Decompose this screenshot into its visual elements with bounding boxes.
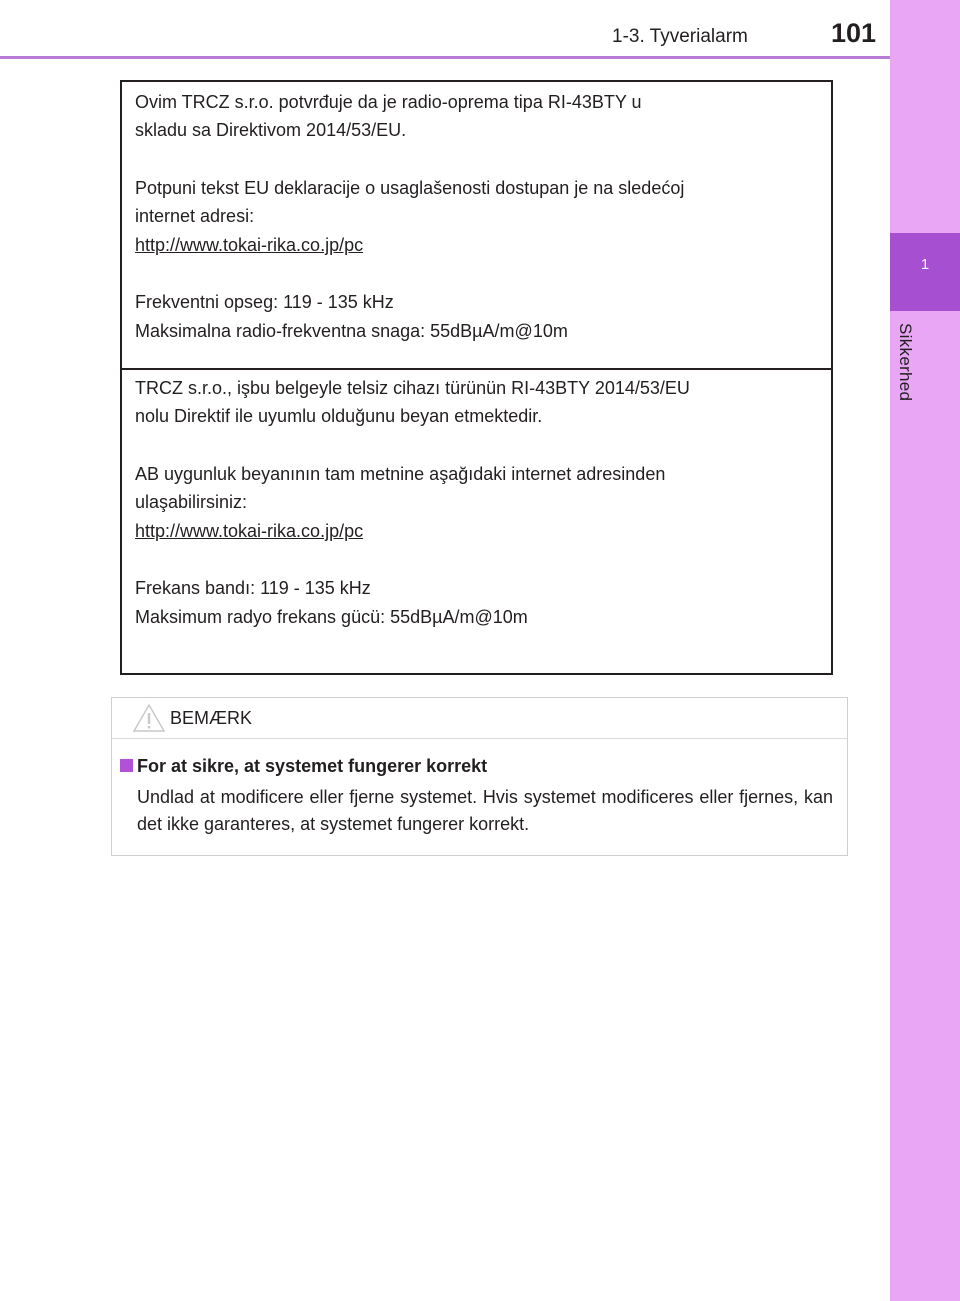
chapter-title: Sikkerhed [896, 323, 915, 402]
declaration-line: internet adresi: [135, 206, 255, 226]
declaration-line: Potpuni tekst EU deklaracije o usaglašenosti dostupan je na sledećoj [135, 178, 685, 198]
notice-header [112, 698, 847, 739]
declaration-link[interactable]: http://www.tokai-rika.co.jp/pc [135, 521, 364, 541]
declaration-turkish [122, 370, 831, 673]
bullet-square-icon [120, 759, 133, 772]
declaration-link[interactable]: http://www.tokai-rika.co.jp/pc [135, 235, 364, 255]
declaration-line: ulaşabilirsiniz: [135, 492, 248, 512]
side-tab [890, 0, 960, 1301]
notice-title: For at sikre, at systemet fungerer korrekt [137, 756, 488, 776]
declaration-line: Frekans bandı: 119 - 135 kHz [135, 578, 371, 598]
declaration-line: Frekventni opseg: 119 - 135 kHz [135, 292, 394, 312]
chapter-number: 1 [920, 256, 930, 273]
header-rule [0, 56, 890, 59]
declaration-line: Maksimalna radio-frekventna snaga: 55dBµA/m@10m [135, 321, 568, 341]
notice-body: Undlad at modificere eller fjerne systemet. Hvis systemet modificeres eller fjernes, kan det ikke garanteres, at systemet fungerer korrekt. [137, 787, 833, 834]
declaration-line: Maksimum radyo frekans gücü: 55dBµA/m@10m [135, 607, 528, 627]
page-number: 101 [831, 18, 877, 48]
section-title: 1-3. Tyverialarm [612, 26, 748, 47]
declaration-line: skladu sa Direktivom 2014/53/EU. [135, 120, 407, 140]
notice-box [111, 697, 848, 856]
declaration-line: nolu Direktif ile uyumlu olduğunu beyan etmektedir. [135, 406, 543, 426]
declaration-line: TRCZ s.r.o., işbu belgeyle telsiz cihazı türünün RI-43BTY 2014/53/EU [135, 378, 690, 398]
declaration-box [120, 80, 833, 675]
declaration-serbian [122, 82, 831, 370]
warning-triangle-icon [132, 703, 166, 733]
notice-label: BEMÆRK [170, 708, 253, 728]
declaration-line: Ovim TRCZ s.r.o. potvrđuje da je radio-oprema tipa RI-43BTY u [135, 92, 642, 112]
declaration-line: AB uygunluk beyanının tam metnine aşağıdaki internet adresinden [135, 464, 666, 484]
